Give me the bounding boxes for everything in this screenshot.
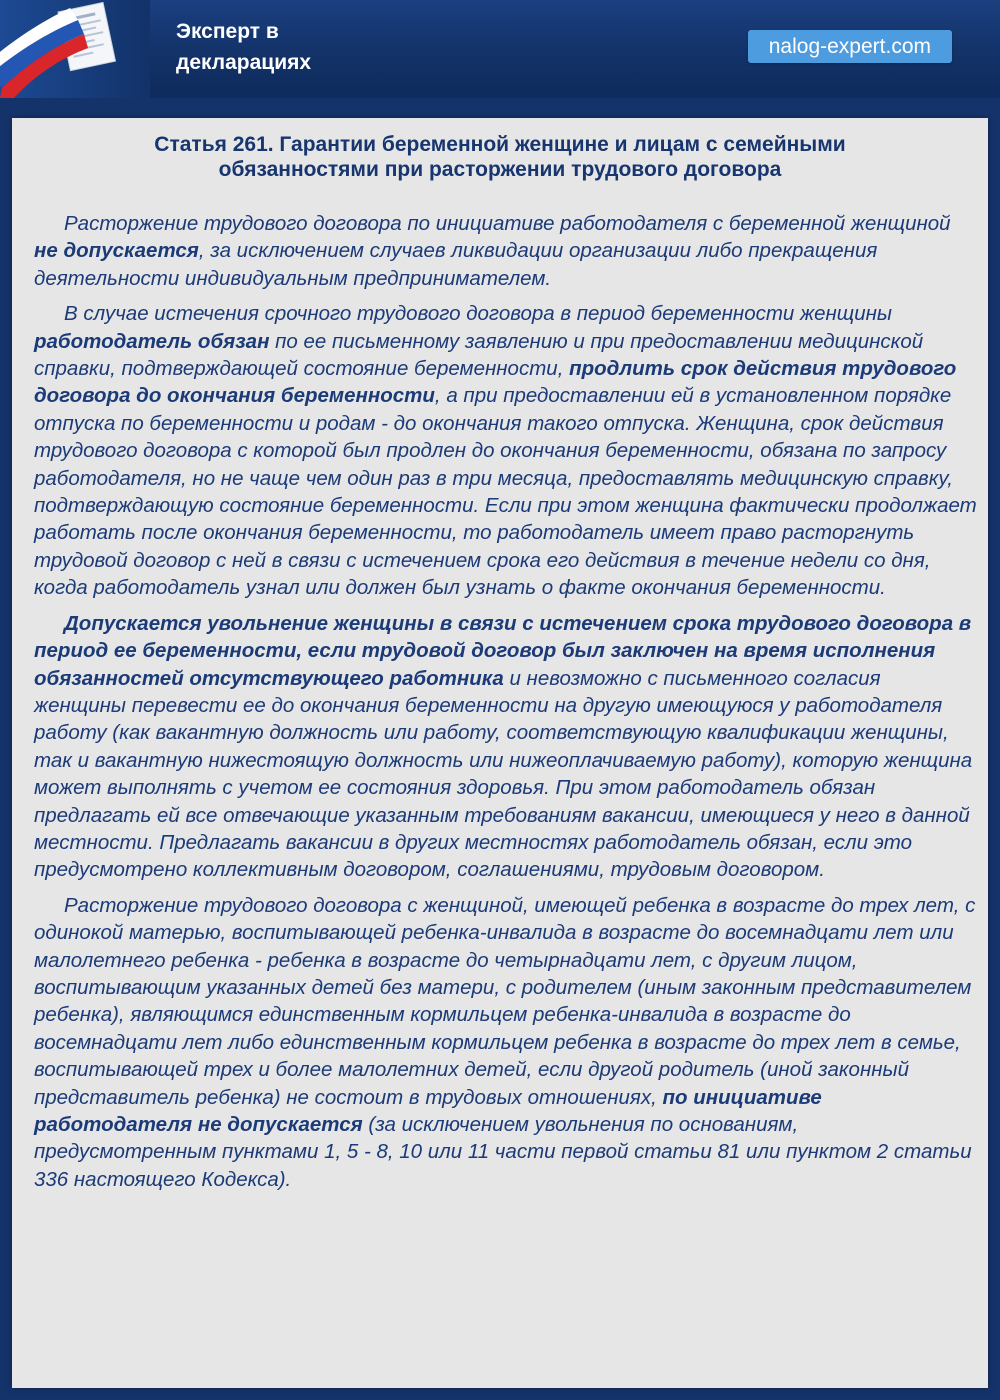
paragraph-text: по ее письменному заявлению и при предоставлении медицинской справки, подтверждающей состояние беременности,	[34, 329, 924, 381]
paragraph-text: Расторжение трудового договора по инициативе работодателя с беременной женщиной	[64, 212, 951, 235]
paragraph-text: Расторжение трудового договора с женщиной, имеющей ребенка в возрасте до трех лет, с одинокой матерью, воспитывающей ребенка-инвалида в возрасте до восемнадцати лет или малолетнего ребенка - ребенка в возрасте до четырнадцати лет, с другим лицом, воспитывающим указанных детей без матери, с родителем (иным законным представителем ребенка), являющимся единственным кормильцем ребенка-инвалида в возрасте до восемнадцати лет либо единственным кормильцем ребенка в возрасте до трех лет в семье, воспитывающей трех и более малолетних детей, если другой родитель (иной законный представитель ребенка) не состоит в трудовых отношениях,	[34, 893, 976, 1109]
brand-line-1: Эксперт в	[176, 20, 279, 43]
header-bar	[0, 0, 1000, 98]
emphasized-text: Допускается увольнение женщины в связи с истечением срока трудового договора в период ее беременности, если трудовой договор был заключен на время исполнения обязанностей отсутствующего работника	[34, 611, 972, 690]
site-link-button[interactable]: nalog-expert.com	[748, 30, 952, 63]
article-paragraph	[34, 210, 978, 292]
paragraph-text: В случае истечения срочного трудового договора в период беременности женщины	[64, 302, 893, 326]
article-title-line-1: Статья 261. Гарантии беременной женщине и лицам с семейными	[154, 133, 846, 156]
paragraph-text: и невозможно с письменного согласия женщины перевести ее до окончания беременности на другую имеющуюся у работодателя работу (как вакантную должность или работу, соответствующую квалификации женщины, так и вакантную нижестоящую должность или нижеоплачиваемую работу), которую женщина может выполнять с учетом ее состояния здоровья. При этом работодатель обязан предлагать ей все отвечающие указанным требованиям вакансии, имеющиеся у него в данной местности. Предлагать вакансии в других местностях работодатель обязан, если это предусмотрено коллективным договором, соглашениями, трудовым договором.	[34, 666, 973, 882]
article-paragraph	[34, 610, 978, 884]
brand-title	[176, 16, 436, 78]
article-paragraph	[34, 300, 978, 601]
article-body	[34, 210, 978, 1193]
emphasized-text: не допускается	[34, 239, 199, 263]
article-panel	[12, 118, 988, 1388]
article-paragraph	[34, 892, 978, 1193]
emphasized-text: работодатель обязан	[34, 329, 270, 353]
paragraph-text: , за исключением случаев ликвидации организации либо прекращения деятельности индивидуальным предпринимателем.	[34, 239, 878, 290]
emphasized-text: по инициативе работодателя не допускается	[34, 1085, 822, 1136]
article-title	[52, 132, 948, 182]
emphasized-text: продлить срок действия трудового договора до окончания беременности	[34, 357, 957, 408]
paragraph-text: , а при предоставлении ей в установленном порядке отпуска по беременности и родам - до окончания такого отпуска. Женщина, срок действия трудового договора с которой был продлен до окончания беременности, обязана по запросу работодателя, но не чаще чем один раз в три месяца, предоставлять медицинскую справку, подтверждающую состояние беременности. Если при этом женщина фактически продолжает работать после окончания беременности, то работодатель имеет право расторгнуть трудовой договор с ней в связи с истечением срока его действия в течение недели со дня, когда работодатель узнал или должен был узнать о факте окончания беременности.	[34, 384, 977, 600]
flag-ribbon-with-document-icon	[0, 0, 150, 98]
paragraph-text: (за исключением увольнения по основаниям, предусмотренным пунктами 1, 5 - 8, 10 или 11 части первой статьи 81 или пунктом 2 статьи 336 настоящего Кодекса).	[34, 1113, 972, 1191]
article-title-line-2: обязанностями при расторжении трудового договора	[218, 158, 782, 181]
brand-line-2: декларациях	[176, 51, 312, 74]
